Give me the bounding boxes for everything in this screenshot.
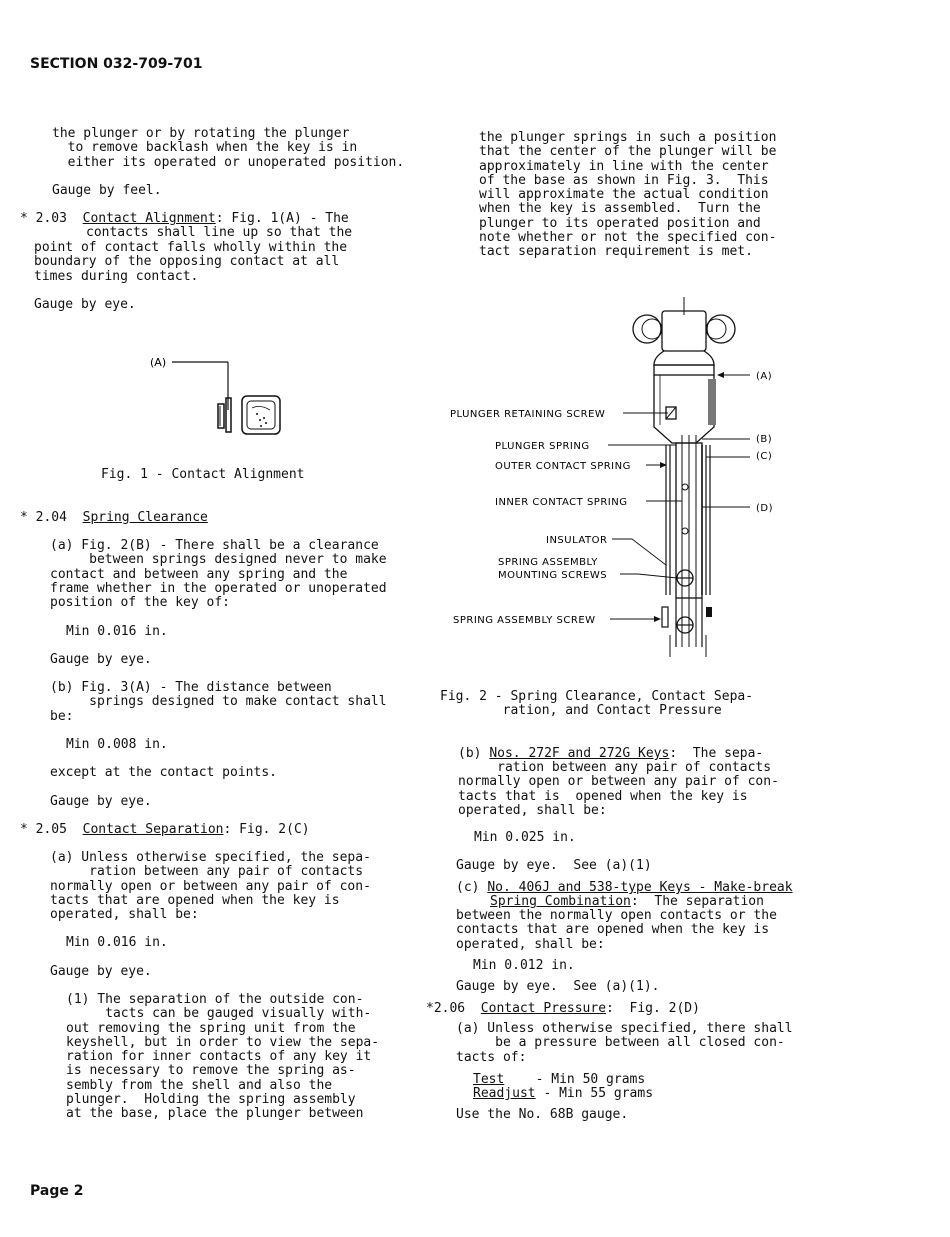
section-2-04-heading	[20, 511, 208, 525]
section-number: 2.06	[433, 1001, 466, 1016]
section-2-03-body: point of contact falls wholly within the boundary of the opposing contact at all times during contact.	[34, 240, 348, 284]
label-d: (D)	[756, 503, 774, 514]
section-header: SECTION 032-709-701	[30, 56, 203, 72]
section-2-03-heading: * 2.03 Contact Alignment: Fig. 1(A) - The	[20, 211, 349, 226]
readjust-label: Readjust	[473, 1086, 536, 1101]
section-title: Contact Separation	[82, 822, 224, 837]
section-2-05-c-line1: (c) No. 406J and 538-type Keys - Make-break	[456, 880, 793, 895]
gauge-by-feel: Gauge by feel.	[52, 183, 162, 198]
section-number: 2.03	[35, 211, 67, 226]
fig2-caption: Fig. 2 - Spring Clearance, Contact Sepa- ration, and Contact Pressure	[440, 689, 754, 719]
min-value: Min 0.025 in.	[474, 830, 576, 845]
section-number: 2.05	[35, 822, 67, 837]
min-value: Min 0.012 in.	[473, 958, 575, 973]
section-2-05-c-body: between the normally open contacts or the contacts that are opened when the key is operated, shall be:	[456, 908, 777, 952]
test-line: Test - Min 50 grams	[473, 1072, 646, 1087]
label-spring-assembly-mounting-screws-1: SPRING ASSEMBLY	[498, 557, 598, 568]
use-gauge-note: Use the No. 68B gauge.	[456, 1107, 629, 1122]
section-2-06-heading: *2.06 Contact Pressure: Fig. 2(D)	[426, 1001, 700, 1016]
min-value: Min 0.008 in.	[66, 737, 168, 752]
gauge-see-note: Gauge by eye. See (a)(1)	[456, 858, 652, 873]
section-2-05-a: (a) Unless otherwise specified, the sepa- ration between any pair of contacts normally open or between any pair of con- tacts that are opened when the key is operated, shall be:	[50, 850, 371, 923]
label-c: (C)	[756, 451, 773, 462]
min-value: Min 0.016 in.	[66, 624, 168, 639]
revision-star: *	[20, 822, 28, 837]
section-number: 2.04	[35, 510, 67, 525]
min-value: Min 0.016 in.	[66, 935, 168, 950]
label-spring-assembly-mounting-screws-2: MOUNTING SCREWS	[498, 570, 608, 581]
readjust-line: Readjust - Min 55 grams	[473, 1086, 654, 1101]
label-inner-contact-spring: INNER CONTACT SPRING	[495, 497, 628, 508]
spring-combination-title: Spring Combination	[490, 894, 631, 909]
section-title: Spring Clearance	[82, 510, 208, 525]
fig1-label-a: (A)	[150, 356, 167, 369]
section-2-04-b: (b) Fig. 3(A) - The distance between springs designed to make contact shall be:	[50, 680, 387, 724]
page-number: Page 2	[30, 1183, 84, 1199]
except-note: except at the contact points.	[50, 765, 277, 780]
test-label: Test	[473, 1072, 505, 1087]
gauge-by-eye: Gauge by eye.	[50, 964, 152, 979]
fig1-contact-alignment-diagram	[140, 348, 300, 444]
section-2-05-b-body: ration between any pair of contacts normally open or between any pair of con- tacts that is opened when the key is operated, shall be:	[458, 760, 779, 818]
label-spring-assembly-screw: SPRING ASSEMBLY SCREW	[453, 615, 596, 626]
gauge-by-eye: Gauge by eye.	[50, 794, 152, 809]
section-2-05-b-line1: (b) Nos. 272F and 272G Keys: The sepa-	[458, 746, 764, 761]
label-insulator: INSULATOR	[546, 535, 608, 546]
section-2-05-a-1: (1) The separation of the outside con- tacts can be gauged visually with- out removing the spring unit from the keyshell, but in order to view the sepa- ration for inner contacts of any key it is necessary to remove the spring as- sembly from the shell and also the plunger. Holding the spring assembly at the base, place the plunger between	[66, 992, 380, 1122]
label-a: (A)	[756, 371, 773, 382]
section-2-03-line2: contacts shall line up so that the	[86, 225, 353, 240]
fig2-spring-assembly-diagram	[440, 295, 790, 665]
section-2-05-heading: * 2.05 Contact Separation: Fig. 2(C)	[20, 822, 310, 837]
gauge-by-eye: Gauge by eye.	[50, 652, 152, 667]
revision-star: *	[20, 510, 28, 525]
label-plunger-retaining-screw: PLUNGER RETAINING SCREW	[450, 409, 606, 420]
continued-paragraph: the plunger springs in such a position that the center of the plunger will be approximately in line with the center of the base as shown in Fig. 3. This will approximate the actual condition when the key is assembled. Turn the plunger to its operated position and note whether or not the specified con- tact separation requirement is met.	[479, 130, 777, 260]
section-2-06-a: (a) Unless otherwise specified, there shall be a pressure between all closed con- tacts of:	[456, 1021, 793, 1065]
label-outer-contact-spring: OUTER CONTACT SPRING	[495, 461, 631, 472]
section-2-04-a: (a) Fig. 2(B) - There shall be a clearance between springs designed never to make contact and between any spring and the frame whether in the operated or unoperated position of the key of:	[50, 538, 387, 611]
label-b: (B)	[756, 434, 773, 445]
section-2-05-c-line2: Spring Combination: The separation	[490, 894, 764, 909]
label-plunger-spring: PLUNGER SPRING	[495, 441, 590, 452]
revision-star: *	[426, 1001, 434, 1016]
fig1-caption: Fig. 1 - Contact Alignment	[101, 467, 305, 482]
intro-paragraph: the plunger or by rotating the plunger to remove backlash when the key is in either its operated or unoperated position.	[52, 126, 405, 170]
gauge-by-eye: Gauge by eye.	[34, 297, 136, 312]
section-title: Contact Alignment	[82, 211, 216, 226]
gauge-see-note: Gauge by eye. See (a)(1).	[456, 979, 660, 994]
keys-title: No. 406J and 538-type Keys - Make-break	[487, 880, 793, 895]
keys-title: Nos. 272F and 272G Keys	[489, 746, 670, 761]
revision-star: *	[20, 211, 28, 226]
section-title: Contact Pressure	[480, 1001, 607, 1016]
